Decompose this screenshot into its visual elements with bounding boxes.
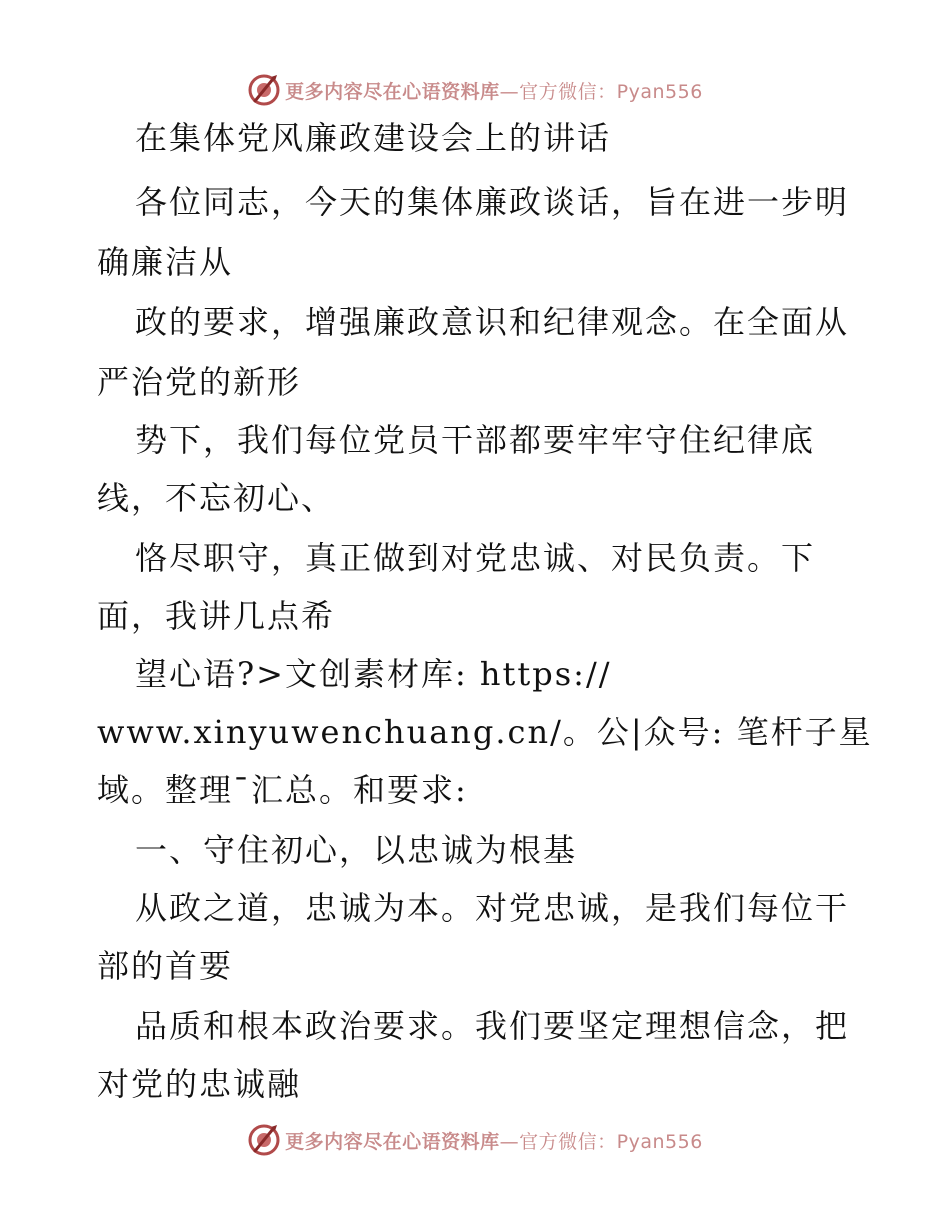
paragraph-line: 域。整理¯汇总。和要求: [97, 771, 468, 809]
pen-logo-icon [247, 73, 281, 107]
document-title: 在集体党风廉政建设会上的讲话 [135, 119, 612, 157]
watermark-text [285, 77, 703, 104]
paragraph-line: 确廉洁从 [97, 243, 234, 281]
paragraph-line: 各位同志，今天的集体廉政谈话，旨在进一步明 [135, 183, 850, 221]
watermark-main: 更多内容尽在心语资料库 [285, 1130, 500, 1153]
section-heading: 一、守住初心，以忠诚为根基 [135, 831, 578, 869]
watermark-dash: — [499, 1130, 520, 1153]
paragraph-line: 严治党的新形 [97, 363, 302, 401]
paragraph-line: 望心语?>文创素材库: https:// [135, 655, 612, 693]
footer-watermark-banner [0, 1118, 950, 1162]
paragraph-line: 势下，我们每位党员干部都要牢牢守住纪律底 [135, 421, 816, 459]
paragraph-line: www.xinyuwenchuang.cn/。公|众号: 笔杆子星 [97, 713, 873, 751]
paragraph-line: 面，我讲几点希 [97, 597, 336, 635]
watermark-main: 更多内容尽在心语资料库 [285, 80, 500, 103]
header-watermark-banner [0, 68, 950, 112]
paragraph-line: 线，不忘初心、 [97, 479, 336, 517]
paragraph-line: 对党的忠诚融 [97, 1065, 302, 1103]
paragraph-line: 部的首要 [97, 947, 234, 985]
pen-logo-icon [247, 1123, 281, 1157]
watermark-suffix: 官方微信：Pyan556 [519, 80, 703, 103]
paragraph-line: 从政之道，忠诚为本。对党忠诚，是我们每位干 [135, 889, 850, 927]
paragraph-line: 政的要求，增强廉政意识和纪律观念。在全面从 [135, 303, 850, 341]
paragraph-line: 品质和根本政治要求。我们要坚定理想信念，把 [135, 1007, 850, 1045]
paragraph-line: 恪尽职守，真正做到对党忠诚、对民负责。下 [135, 539, 816, 577]
watermark-dash: — [499, 80, 520, 103]
watermark-suffix: 官方微信：Pyan556 [519, 1130, 703, 1153]
watermark-text [285, 1127, 703, 1154]
